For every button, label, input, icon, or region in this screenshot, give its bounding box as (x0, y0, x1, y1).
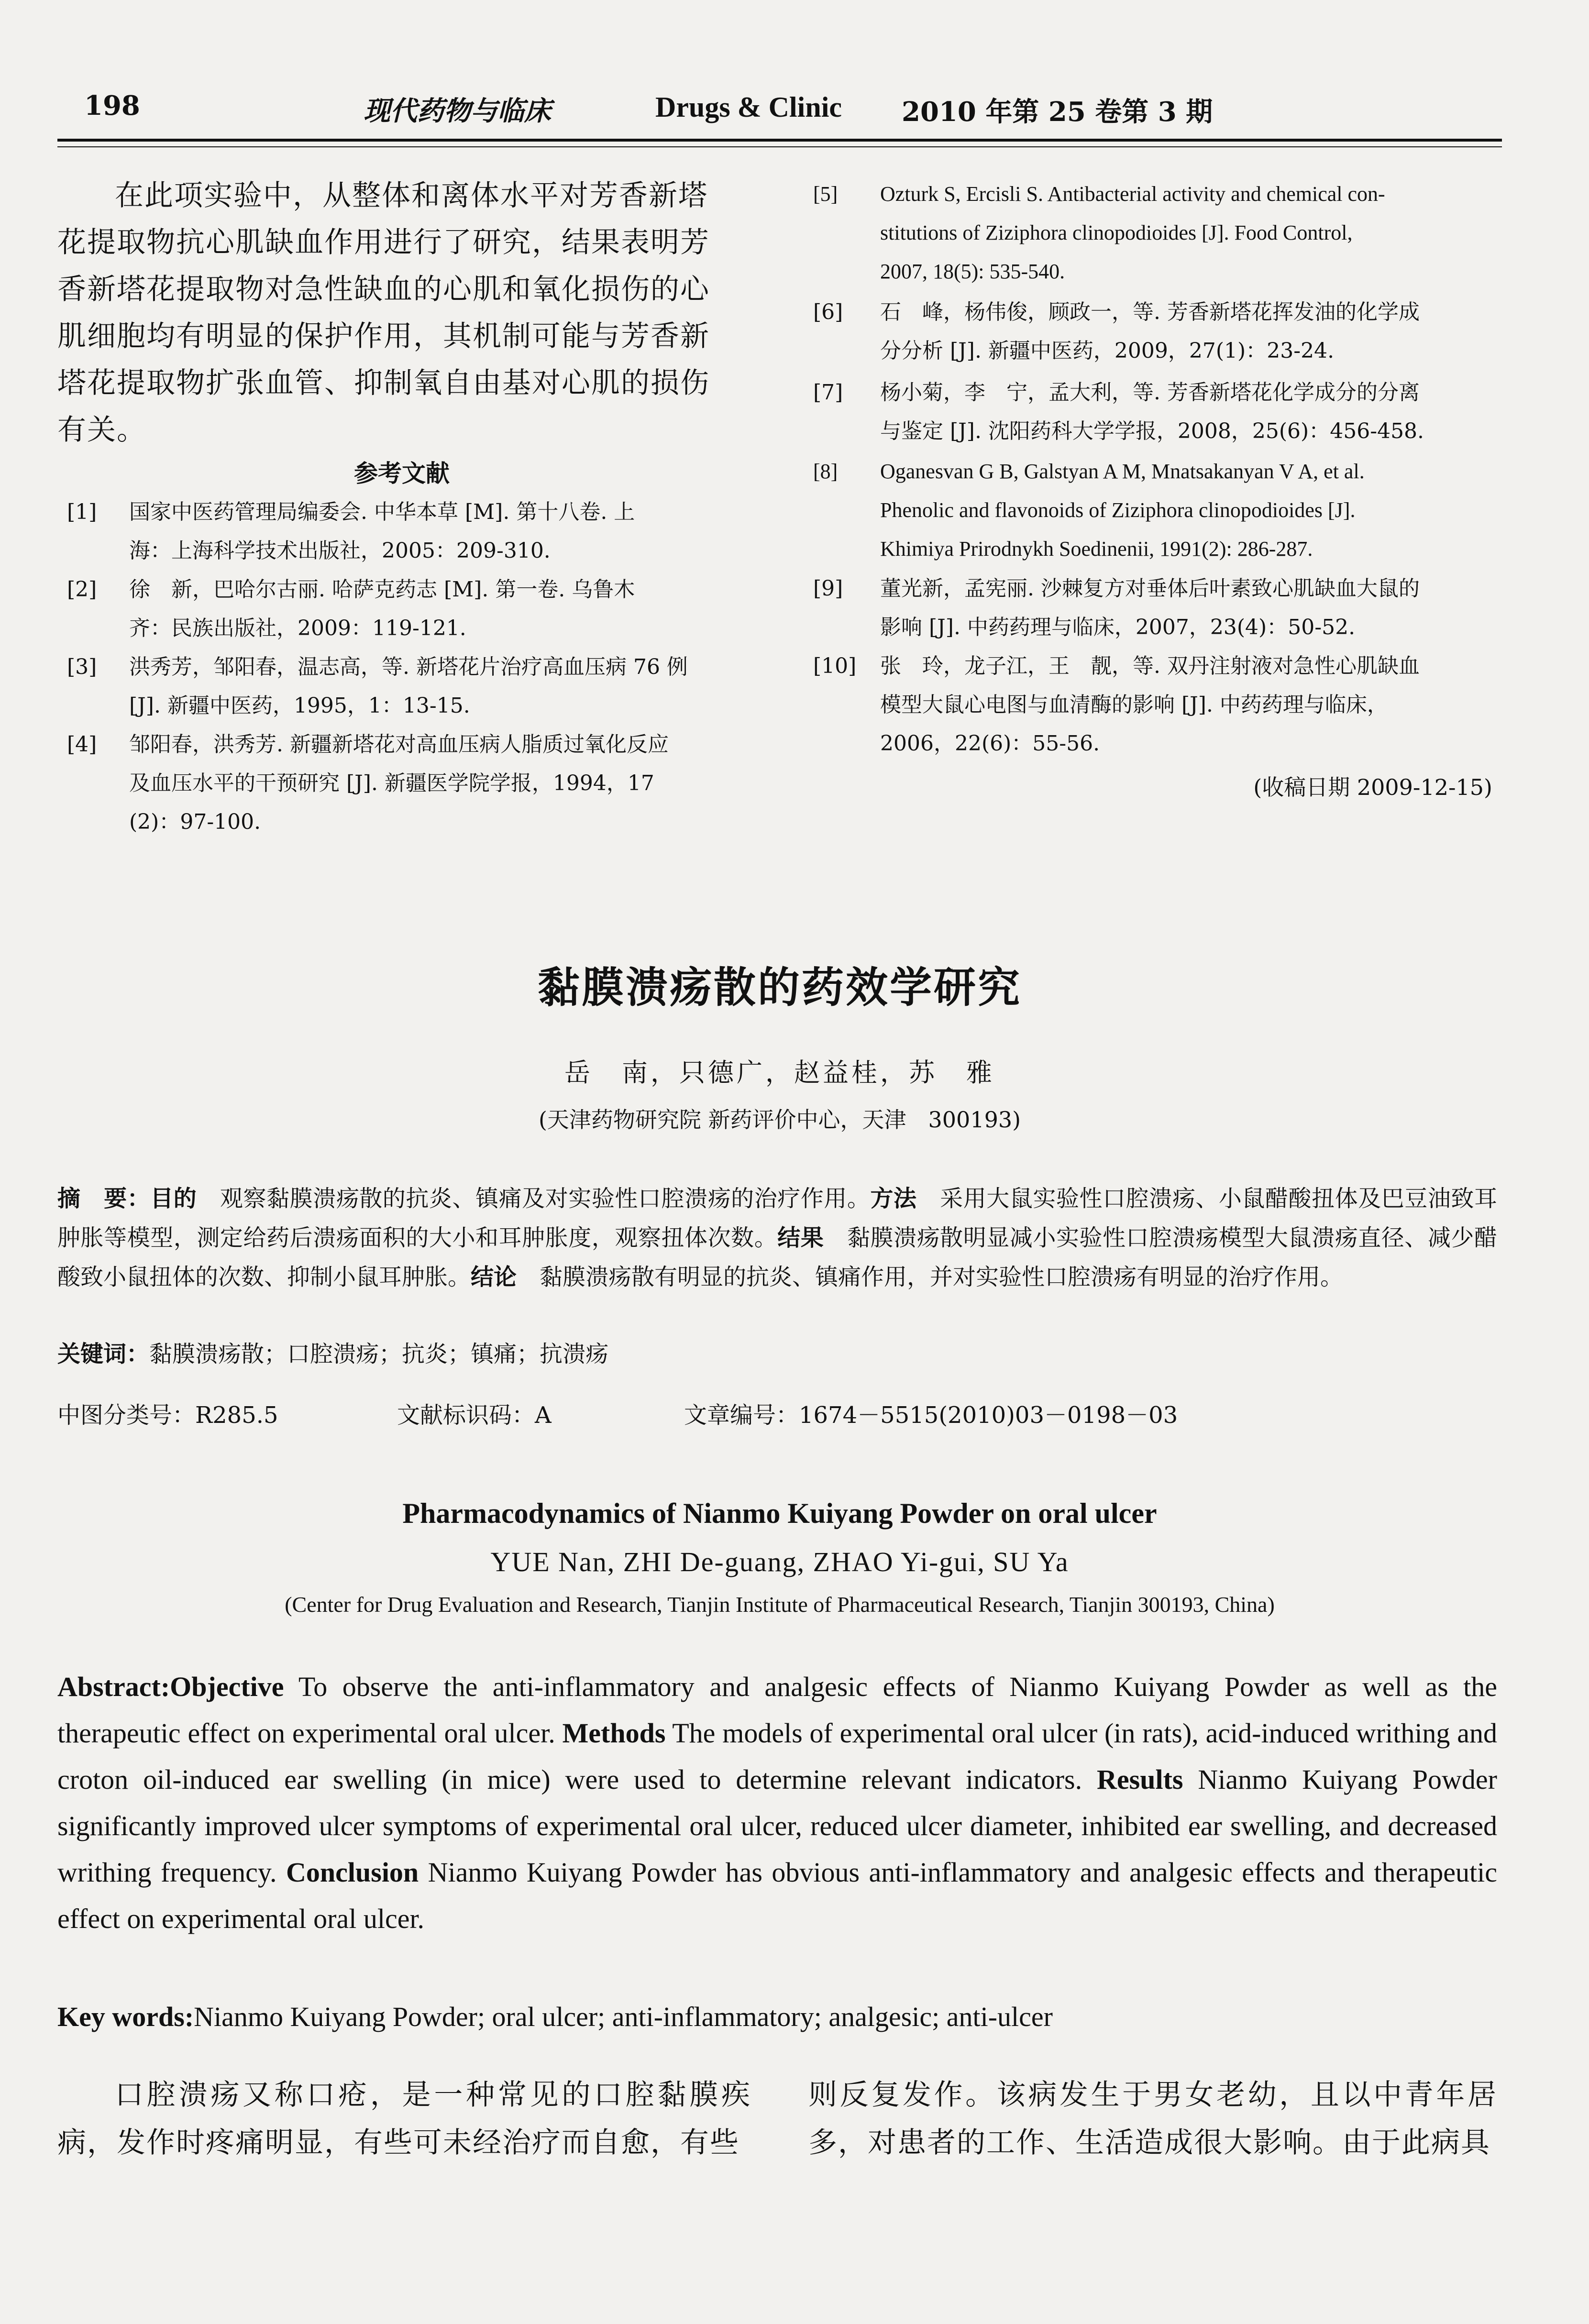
abstract-cn-section-text: 观察黏膜溃疡散的抗炎、镇痛及对实验性口腔溃疡的治疗作用。 (197, 1185, 871, 1212)
reference-number: [3] (67, 655, 97, 679)
reference-line: 影响 [J]. 中药药理与临床，2007，23(4)：50-52. (880, 615, 1356, 639)
reference-number: [1] (67, 500, 97, 524)
reference-line: 齐：民族出版社，2009：119-121. (129, 616, 466, 640)
authors-en: YUE Nan, ZHI De-guang, ZHAO Yi-gui, SU Ya (490, 1546, 1069, 1577)
header-rule-thick (57, 139, 1502, 142)
issue-info: 2010 年第 25 卷第 3 期 (902, 96, 1213, 128)
prev-conclusion-line: 香新塔花提取物对急性缺血的心肌和氧化损伤的心 (57, 273, 710, 306)
reference-line: [J]. 新疆中医药，1995，1：13-15. (129, 694, 470, 718)
abstract-cn-label: 摘 要： (57, 1185, 151, 1212)
abstract-cn-section-text: 黏膜溃疡散明显减小实验性口腔溃疡模型大鼠溃疡直径、减少醋酸致小鼠扭体的次数、抑制小鼠耳肿胀。 (57, 1224, 1497, 1290)
reference-item (67, 648, 751, 725)
affiliation-cn: (天津药物研究院 新药评价中心，天津 300193) (538, 1107, 1021, 1133)
reference-item (67, 493, 751, 570)
clc-number: 中图分类号：R285.5 (57, 1402, 278, 1429)
reference-line: stitutions of Ziziphora clinopodioides [J]. Food Control, (880, 221, 1353, 244)
reference-line: 徐 新，巴哈尔古丽. 哈萨克药志 [M]. 第一卷. 乌鲁木 (129, 577, 635, 602)
reference-line: (2)：97-100. (129, 810, 261, 834)
abstract-cn-section-label: 结论 (471, 1264, 517, 1290)
prev-conclusion-line: 花提取物抗心肌缺血作用进行了研究，结果表明芳 (57, 226, 710, 259)
reference-line: 张 玲，龙子江，王 靓，等. 双丹注射液对急性心肌缺血 (880, 654, 1420, 678)
journal-title-cn: 现代药物与临床 (364, 95, 551, 127)
body-text-right: 则反复发作。该病发生于男女老幼，且以中青年居多，对患者的工作、生活造成很大影响。由于此病具 (808, 2078, 1497, 2159)
reference-line: Khimiya Prirodnykh Soedinenii, 1991(2): 286-287. (880, 537, 1313, 561)
document-code: 文献标识码：A (397, 1402, 552, 1429)
page-number: 198 (84, 90, 140, 121)
reference-number: [4] (67, 732, 97, 757)
reference-number: [8] (813, 460, 838, 483)
abstract-en-section-label: Objective (170, 1671, 284, 1702)
reference-item (67, 725, 751, 841)
abstract-cn-section-label: 方法 (870, 1185, 917, 1212)
abstract-cn-section-text: 采用大鼠实验性口腔溃疡、小鼠醋酸扭体及巴豆油致耳肿胀等模型，测定给药后溃疡面积的大小和耳肿胀度，观察扭体次数。 (57, 1185, 1497, 1251)
reference-line: 邹阳春，洪秀芳. 新疆新塔花对高血压病人脂质过氧化反应 (129, 732, 669, 757)
reference-item (67, 570, 751, 648)
reference-item (813, 569, 1502, 647)
reference-item (813, 175, 1502, 291)
journal-title-en: Drugs & Clinic (655, 91, 842, 123)
keywords-cn-label: 关键词： (57, 1341, 150, 1367)
abstract-en (57, 1663, 1497, 1942)
abstract-en-section-label: Results (1097, 1764, 1183, 1795)
references-heading: 参考文献 (354, 459, 450, 487)
reference-item (813, 293, 1502, 370)
reference-line: 与鉴定 [J]. 沈阳药科大学学报，2008，25(6)：456-458. (880, 419, 1424, 443)
abstract-cn-section-text: 黏膜溃疡散有明显的抗炎、镇痛作用，并对实验性口腔溃疡有明显的治疗作用。 (517, 1264, 1344, 1290)
prev-conclusion-line: 在此项实验中，从整体和离体水平对芳香新塔 (115, 179, 708, 212)
reference-line: 分分析 [J]. 新疆中医药，2009，27(1)：23-24. (880, 339, 1335, 363)
abstract-cn (57, 1179, 1497, 1297)
keywords-en-text: Nianmo Kuiyang Powder; oral ulcer; anti-inflammatory; analgesic; anti-ulcer (194, 2001, 1053, 2032)
header-rule-thin (57, 146, 1502, 147)
reference-number: [5] (813, 182, 838, 206)
reference-item (813, 647, 1502, 763)
reference-line: 及血压水平的干预研究 [J]. 新疆医学院学报，1994，17 (129, 771, 654, 795)
abstract-en-section-text: To observe the anti-inflammatory and analgesic effects of Nianmo Kuiyang Powder as well as the therapeutic effect on experimental oral ulcer. (57, 1671, 1497, 1749)
reference-line: 石 峰，杨伟俊，顾政一，等. 芳香新塔花挥发油的化学成 (880, 300, 1420, 324)
reference-line: 2006，22(6)：55-56. (880, 731, 1100, 756)
article-title-en: Pharmacodynamics of Nianmo Kuiyang Powder on oral ulcer (402, 1498, 1157, 1529)
prev-conclusion-line: 有关。 (57, 413, 146, 447)
authors-cn: 岳 南，只德广，赵益桂，苏 雅 (564, 1057, 995, 1088)
reference-line: Phenolic and flavonoids of Ziziphora clinopodioides [J]. (880, 498, 1356, 522)
reference-number: [2] (67, 577, 97, 602)
prev-conclusion (57, 172, 756, 453)
reference-item (813, 373, 1502, 451)
reference-number: [7] (813, 380, 843, 405)
reference-line: 模型大鼠心电图与血清酶的影响 [J]. 中药药理与临床， (880, 693, 1388, 717)
abstract-en-section-text: Nianmo Kuiyang Powder significantly improved ulcer symptoms of experimental oral ulcer, reduced ulcer diameter, inhibited ear swelling, and decreased writhing frequency. (57, 1764, 1497, 1888)
abstract-en-label: Abstract: (57, 1671, 170, 1702)
reference-line: 董光新，孟宪丽. 沙棘复方对垂体后叶素致心肌缺血大鼠的 (880, 576, 1420, 601)
abstract-en-section-label: Conclusion (286, 1857, 419, 1888)
prev-conclusion-line: 塔花提取物扩张血管、抑制氧自由基对心肌的损伤 (57, 366, 710, 400)
reference-line: Ozturk S, Ercisli S. Antibacterial activity and chemical con- (880, 182, 1385, 206)
affiliation-en: (Center for Drug Evaluation and Research, Tianjin Institute of Pharmaceutical Research, Tianjin 300193, China) (285, 1592, 1275, 1617)
reference-line: 海：上海科学技术出版社，2005：209-310. (129, 539, 551, 563)
received-date: (收稿日期 2009-12-15) (1253, 774, 1492, 800)
abstract-en-section-text: Nianmo Kuiyang Powder has obvious anti-inflammatory and analgesic effects and therapeutic effect on experimental oral ulcer. (57, 1857, 1497, 1934)
abstract-cn-section-label: 结果 (777, 1224, 824, 1251)
article-number: 文章编号：1674－5515(2010)03－0198－03 (684, 1402, 1178, 1429)
keywords-en (57, 1994, 1497, 2040)
article-title-cn: 黏膜溃疡散的药效学研究 (537, 962, 1022, 1012)
reference-line: 洪秀芳，邹阳春，温志高，等. 新塔花片治疗高血压病 76 例 (129, 655, 688, 679)
reference-line: 国家中医药管理局编委会. 中华本草 [M]. 第十八卷. 上 (129, 500, 635, 524)
prev-conclusion-line: 肌细胞均有明显的保护作用，其机制可能与芳香新 (57, 319, 710, 353)
keywords-en-label: Key words: (57, 2001, 194, 2032)
reference-number: [10] (813, 654, 857, 678)
reference-item (813, 452, 1502, 568)
reference-line: 2007, 18(5): 535-540. (880, 260, 1065, 283)
keywords-cn-text: 黏膜溃疡散；口腔溃疡；抗炎；镇痛；抗溃疡 (149, 1341, 609, 1367)
keywords-cn (57, 1334, 1497, 1374)
body-text-left: 口腔溃疡又称口疮，是一种常见的口腔黏膜疾病，发作时疼痛明显，有些可未经治疗而自愈，有些 (57, 2078, 751, 2159)
abstract-en-section-label: Methods (562, 1718, 666, 1749)
reference-line: Oganesvan G B, Galstyan A M, Mnatsakanyan V A, et al. (880, 460, 1365, 483)
reference-line: 杨小菊，李 宁，孟大利，等. 芳香新塔花化学成分的分离 (880, 380, 1420, 405)
abstract-cn-section-label: 目的 (150, 1185, 197, 1212)
reference-number: [6] (813, 300, 843, 324)
abstract-en-section-text: The models of experimental oral ulcer (in rats), acid-induced writhing and croton oil-induced ear swelling (in mice) were used to determine relevant indicators. (57, 1718, 1497, 1795)
reference-number: [9] (813, 576, 843, 601)
